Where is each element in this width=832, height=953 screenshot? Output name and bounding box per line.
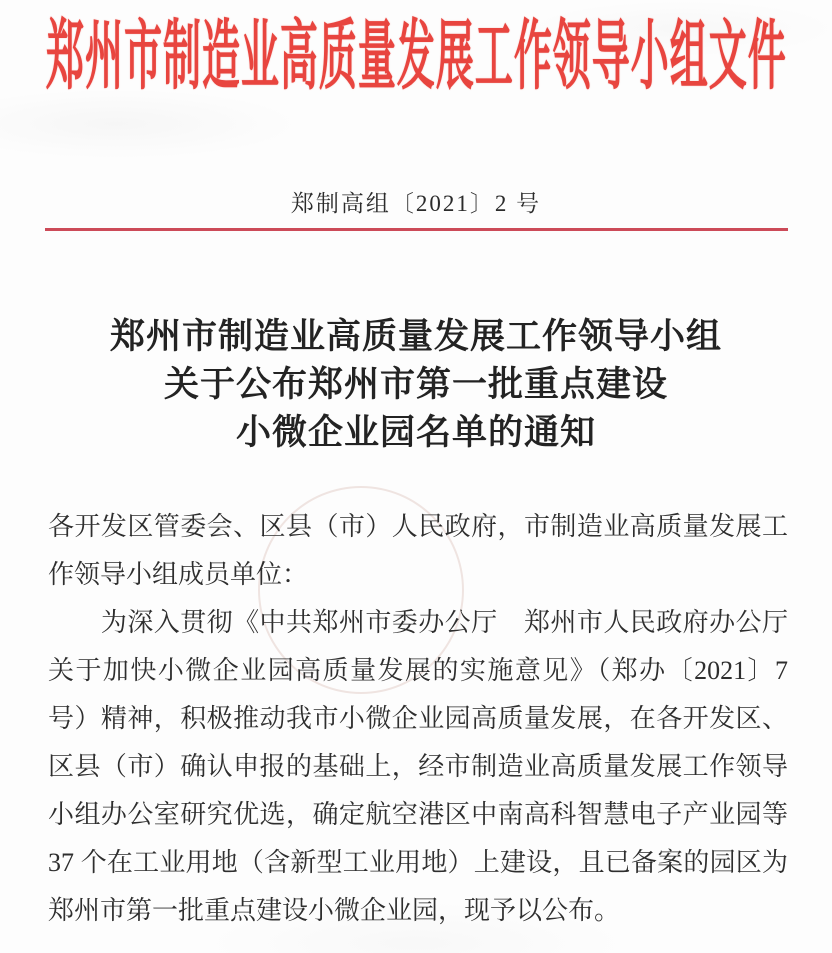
body-line-5: 小组办公室研究优选，确定航空港区中南高科智慧电子产业园等 [48, 800, 788, 829]
red-letterhead-banner: 郑 州 市 制 造 业 高 质 量 发 展 工 作 领 导 小 组 文 件 [46, 16, 786, 100]
body-line-3: 号）精神，积极推动我市小微企业园高质量发展，在各开发区、 [48, 704, 788, 733]
red-divider-line [45, 228, 788, 231]
document-body [48, 503, 788, 935]
salutation-line-1: 各开发区管委会、区县（市）人民政府，市制造业高质量发展工 [48, 512, 788, 541]
body-line-2: 关于加快小微企业园高质量发展的实施意见》（郑办〔2021〕7 [48, 656, 788, 685]
title-line-3: 小微企业园名单的通知 [235, 413, 596, 452]
salutation-line-2: 作领导小组成员单位： [48, 560, 309, 589]
document-number: 郑制高组〔2021〕2 号 [290, 191, 542, 216]
body-line-4: 区县（市）确认申报的基础上，经市制造业高质量发展工作领导 [48, 752, 788, 781]
body-line-6: 37 个在工业用地（含新型工业用地）上建设，且已备案的园区为 [48, 848, 788, 877]
document-title [0, 313, 832, 457]
title-line-1: 郑州市制造业高质量发展工作领导小组 [109, 317, 722, 356]
body-line-1: 为深入贯彻《中共郑州市委办公厅 郑州市人民政府办公厅 [48, 608, 788, 637]
body-line-7: 郑州市第一批重点建设小微企业园，现予以公布。 [48, 896, 621, 925]
title-line-2: 关于公布郑州市第一批重点建设 [163, 365, 668, 404]
